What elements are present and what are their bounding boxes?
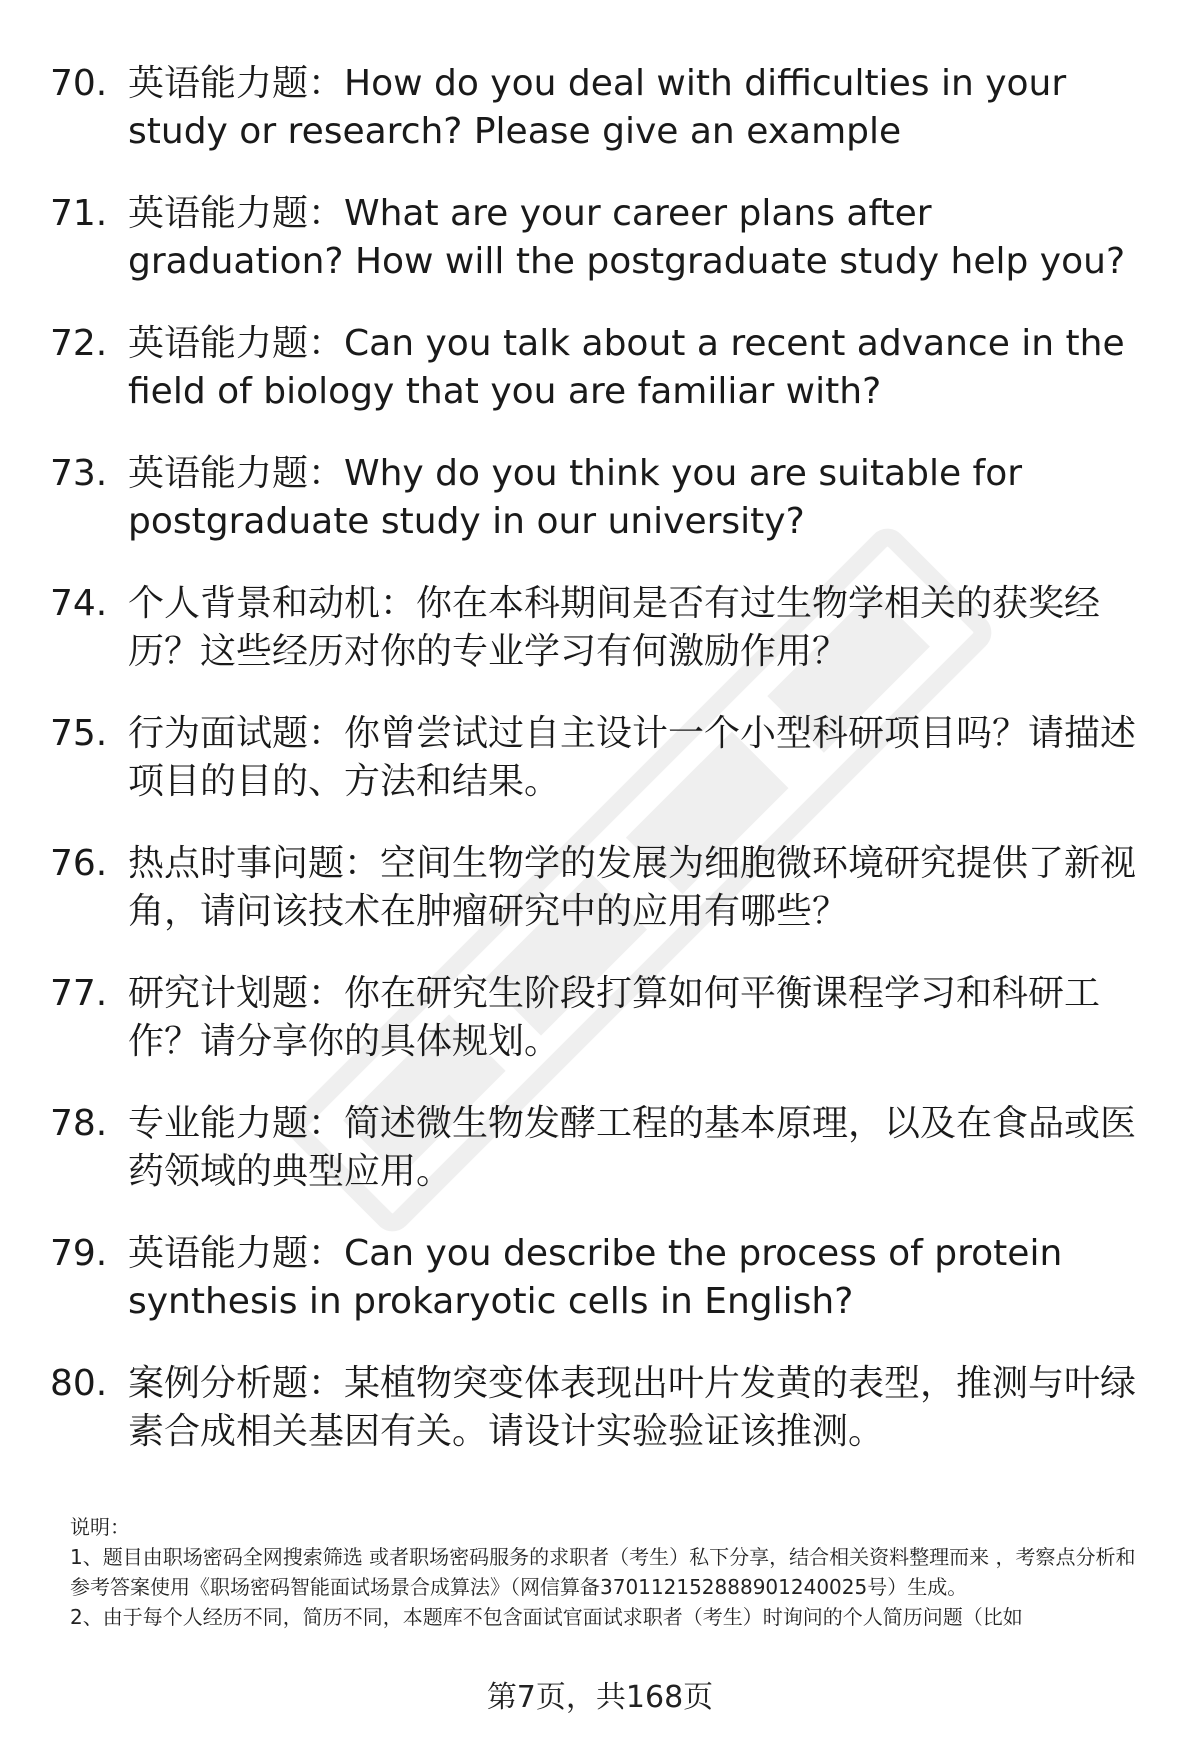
question-number: 79. bbox=[50, 1233, 108, 1274]
question-item bbox=[50, 840, 1150, 936]
question-item bbox=[50, 710, 1150, 806]
question-item bbox=[50, 320, 1150, 416]
question-number: 78. bbox=[50, 1103, 108, 1144]
notes-heading: 说明： bbox=[70, 1515, 130, 1539]
question-text: 个人背景和动机：你在本科期间是否有过生物学相关的获奖经历？这些经历对你的专业学习有何激励作用？ bbox=[128, 583, 1101, 672]
question-text: 案例分析题：某植物突变体表现出叶片发黄的表型，推测与叶绿素合成相关基因有关。请设计实验验证该推测。 bbox=[128, 1363, 1137, 1452]
question-text: 英语能力题：How do you deal with difficulties in your study or research? Please give an example bbox=[128, 63, 1067, 152]
question-number: 72. bbox=[50, 323, 108, 364]
question-number: 71. bbox=[50, 193, 108, 234]
question-item bbox=[50, 1230, 1150, 1326]
question-text: 研究计划题：你在研究生阶段打算如何平衡课程学习和科研工作？请分享你的具体规划。 bbox=[128, 973, 1101, 1062]
question-number: 70. bbox=[50, 63, 108, 104]
question-number: 74. bbox=[50, 583, 108, 624]
question-text: 英语能力题：Can you talk about a recent advance in the field of biology that you are familiar with? bbox=[128, 323, 1125, 412]
question-number: 75. bbox=[50, 713, 108, 754]
question-text: 专业能力题：简述微生物发酵工程的基本原理，以及在食品或医药领域的典型应用。 bbox=[128, 1103, 1137, 1192]
page-footer: 第7页，共168页 bbox=[486, 1680, 714, 1715]
question-item bbox=[50, 450, 1150, 546]
question-item bbox=[50, 580, 1150, 676]
notes-section bbox=[70, 1512, 1150, 1632]
question-item bbox=[50, 60, 1150, 156]
question-list bbox=[50, 60, 1150, 1490]
question-item bbox=[50, 1100, 1150, 1196]
question-text: 行为面试题：你曾尝试过自主设计一个小型科研项目吗？请描述项目的目的、方法和结果。 bbox=[128, 713, 1137, 802]
question-number: 76. bbox=[50, 843, 108, 884]
question-item bbox=[50, 970, 1150, 1066]
note-item: 1、题目由职场密码全网搜索筛选 或者职场密码服务的求职者（考生）私下分享，结合相关资料整理而来 ，考察点分析和参考答案使用《职场密码智能面试场景合成算法》（网信算备370112152888901240025号）生成。 bbox=[70, 1545, 1136, 1599]
question-text: 英语能力题：Can you describe the process of protein synthesis in prokaryotic cells in English? bbox=[128, 1233, 1063, 1322]
question-number: 77. bbox=[50, 973, 108, 1014]
question-item bbox=[50, 1360, 1150, 1456]
question-number: 73. bbox=[50, 453, 108, 494]
question-text: 英语能力题：Why do you think you are suitable for postgraduate study in our university? bbox=[128, 453, 1023, 542]
question-text: 热点时事问题：空间生物学的发展为细胞微环境研究提供了新视角，请问该技术在肿瘤研究中的应用有哪些？ bbox=[128, 843, 1137, 932]
question-item bbox=[50, 190, 1150, 286]
note-item: 2、由于每个人经历不同，简历不同，本题库不包含面试官面试求职者（考生）时询问的个人简历问题（比如 bbox=[70, 1605, 1023, 1629]
question-number: 80. bbox=[50, 1363, 108, 1404]
question-text: 英语能力题：What are your career plans after graduation? How will the postgraduate study help you? bbox=[128, 193, 1126, 282]
